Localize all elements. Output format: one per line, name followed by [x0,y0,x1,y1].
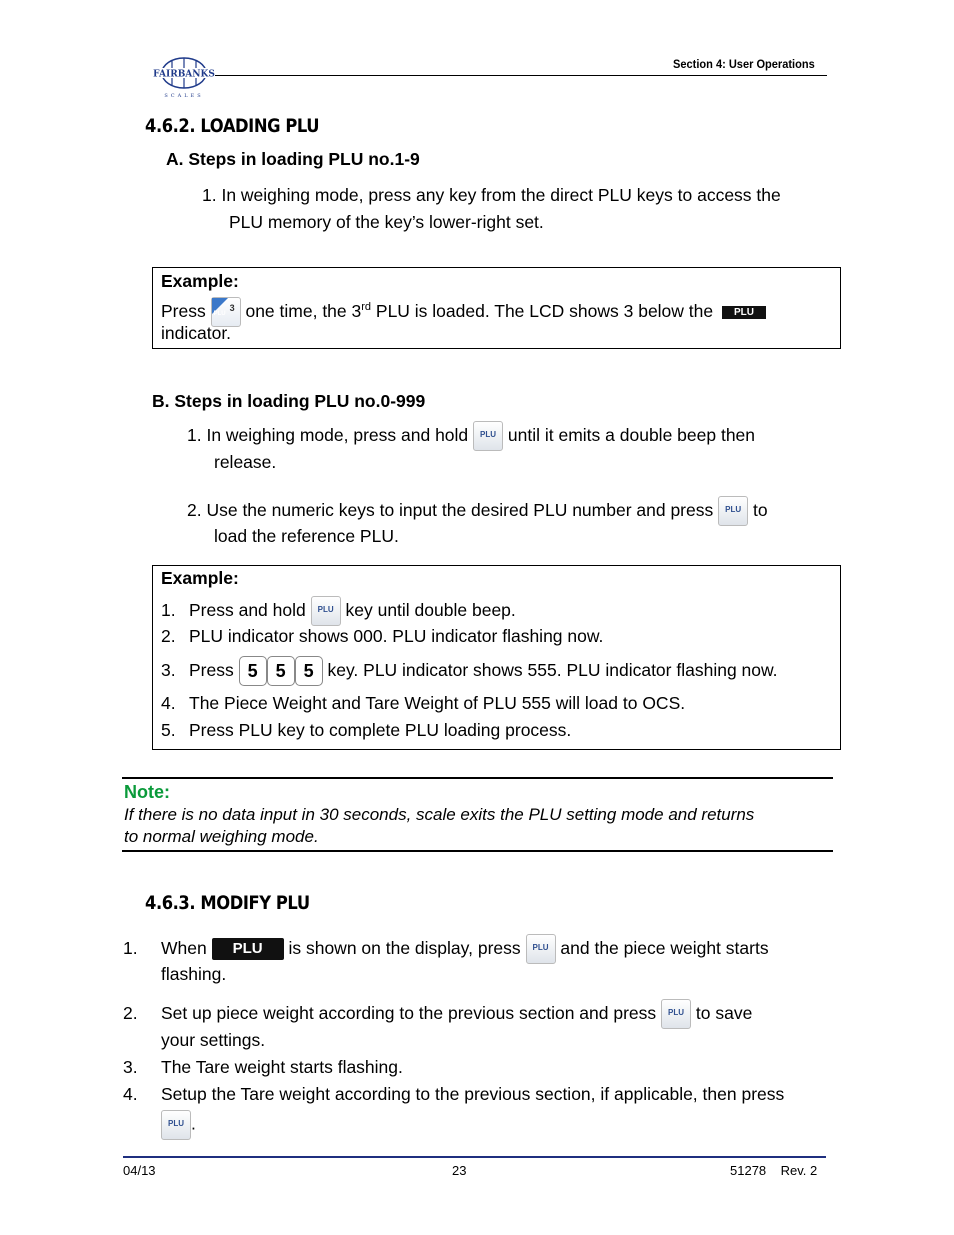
note-title: Note: [124,782,170,802]
modify-item-text: and the piece weight starts [560,938,769,958]
example-1-press: Press [161,300,206,321]
plu-indicator-icon: PLU [212,938,284,960]
section-title-modify-plu: 4.6.3. MODIFY PLU [145,892,310,914]
numeric-key-5-icon: 5 [267,656,295,686]
plu-3-key-number: 3 [229,303,235,314]
modify-item-text: Set up piece weight according to the previous section and press [161,1003,657,1023]
step-b2-text-a: 2. Use the numeric keys to input the desired PLU number and press [187,500,714,520]
example-2-item [161,693,685,714]
example-2-text: Press PLU key to complete PLU loading process. [189,720,572,740]
logo-subtext: SCALES [164,93,204,99]
step-a1-line1: 1. In weighing mode, press any key from the direct PLU keys to access the [202,185,781,205]
modify-item-num: 4. [123,1084,138,1104]
subheading-a: A. Steps in loading PLU no.1-9 [166,149,420,169]
example-2-text: key until double beep. [345,600,516,620]
example-2-item [161,626,603,647]
example-2-text: PLU indicator shows 000. PLU indicator flashing now. [189,626,604,646]
plu-3-key-label: PLU [213,311,226,318]
plu-key-icon: PLU [661,999,691,1029]
example-1-mid-a: one time, the 3 [240,300,362,321]
step-b1-line1 [187,419,755,451]
modify-item-2-cont: your settings. [161,1030,266,1050]
example-2-item [161,720,571,741]
modify-item-4-cont [161,1110,196,1140]
example-2-num: 1. [161,600,176,620]
numeric-key-5-icon: 5 [295,656,323,686]
example-2-text: key. PLU indicator shows 555. PLU indicator flashing now. [327,660,778,680]
example-1-title: Example: [161,271,239,291]
modify-item-4 [123,1081,784,1108]
step-a1-line2: PLU memory of the key’s lower-right set. [229,212,544,232]
note-line-1: If there is no data input in 30 seconds, scale exits the PLU setting mode and returns [124,805,755,824]
modify-item-num: 3. [123,1057,138,1077]
modify-item-text: When [161,938,207,958]
example-1-sup: rd [361,301,372,313]
example-2-num: 5. [161,720,176,740]
section-header: Section 4: User Operations [673,57,815,71]
header-rule [215,75,827,76]
modify-item-1-cont: flashing. [161,964,227,984]
step-b1-line2: release. [214,452,277,472]
example-2-num: 3. [161,660,176,680]
example-2-title: Example: [161,568,239,588]
modify-item-2 [123,997,752,1029]
example-box-2 [152,565,841,750]
plu-key-icon: PLU [473,421,503,451]
subheading-b: B. Steps in loading PLU no.0-999 [152,391,426,411]
step-b2-line2: load the reference PLU. [214,526,399,546]
numeric-key-5-icon: 5 [239,656,267,686]
modify-item-text: . [191,1113,196,1134]
example-box-1 [152,267,841,349]
modify-item-num: 2. [123,1003,138,1023]
note-bottom-rule [122,850,833,852]
modify-item-text: The Tare weight starts flashing. [161,1057,403,1077]
example-1-mid-b: PLU is loaded. The LCD shows 3 below the [371,300,714,321]
modify-item-1 [123,932,769,964]
example-2-text: Press and hold [189,600,306,620]
example-1-line [161,292,766,327]
footer-page-number: 23 [452,1163,467,1178]
modify-item-num: 1. [123,938,138,958]
step-b2-line1 [187,494,768,526]
step-b1-text-a: 1. In weighing mode, press and hold [187,425,469,445]
example-2-num: 2. [161,626,176,646]
modify-item-text: is shown on the display, press [288,938,521,958]
note-line-2: to normal weighing mode. [124,827,319,846]
footer-date: 04/13 [123,1163,156,1178]
modify-item-text: to save [695,1003,753,1023]
step-b1-text-b: until it emits a double beep then [507,425,756,445]
example-2-num: 4. [161,693,176,713]
plu-key-icon: PLU [718,496,748,526]
modify-item-3 [123,1054,403,1081]
modify-item-text: Setup the Tare weight according to the previous section, if applicable, then press [161,1084,785,1104]
footer-doc-rev: 51278 Rev. 2 [730,1163,818,1178]
plu-key-icon: PLU [526,934,556,964]
example-2-text: The Piece Weight and Tare Weight of PLU 555 will load to OCS. [189,693,686,713]
plu-key-icon: PLU [161,1110,191,1140]
example-2-text: Press [189,660,234,680]
logo-text: FAIRBANKS [153,69,215,80]
section-title-loading-plu: 4.6.2. LOADING PLU [145,115,320,137]
example-2-item [161,594,516,626]
example-2-item [161,653,778,687]
plu-indicator-icon: PLU [722,306,766,319]
step-b2-text-b: to [753,500,768,520]
example-1-end: indicator. [161,323,232,343]
fairbanks-logo [152,55,216,99]
plu-key-icon: PLU [311,596,341,626]
footer-rule [123,1156,826,1158]
note-top-rule [122,777,833,779]
